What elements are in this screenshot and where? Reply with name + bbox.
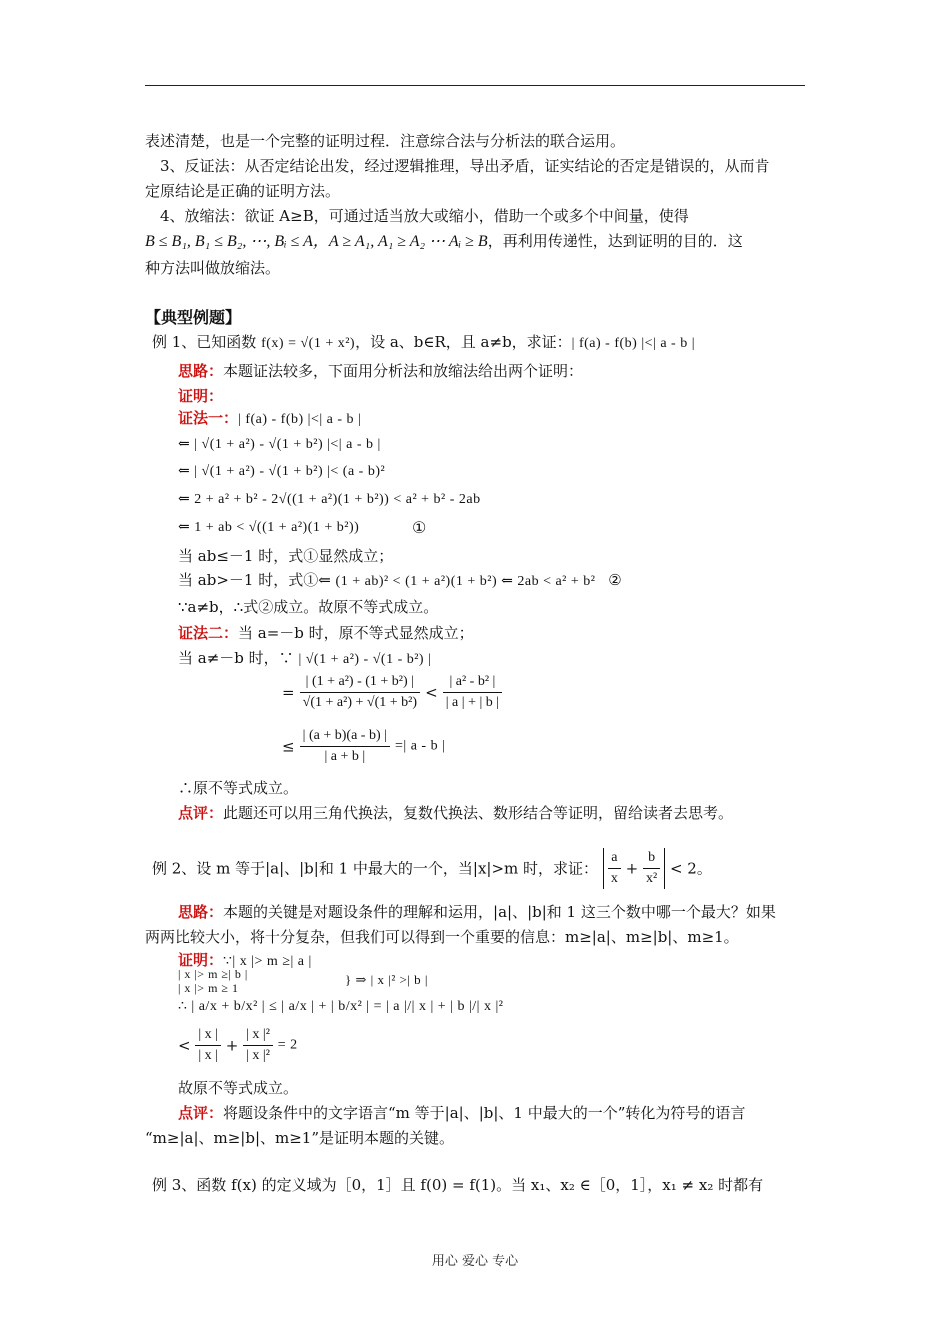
ex2-comment-text: 将题设条件中的文字语言“m 等于|a|、|b|、1 中最大的一个”转化为符号的语言 [223, 1104, 746, 1122]
ex1-method2-text: 当 a=－b 时，原不等式显然成立； [238, 624, 474, 642]
ex1-m1-l2: ⇐ | √(1 + a²) - √(1 + b²) |<| a - b | [178, 437, 381, 452]
ex2-p4-frac-1-num: | x | [195, 1025, 221, 1046]
ex1-m2-frac-3 [300, 726, 390, 767]
ex1-m2-frac-2-den: | a | + | b | [445, 695, 500, 710]
ex1-comment-text: 此题还可以用三角代换法，复数代换法、数形结合等证明，留给读者去思考。 [223, 804, 734, 822]
ex1-case2 [178, 570, 622, 592]
ex1-m2-frac-1-den: √(1 + a²) + √(1 + b²) [302, 695, 417, 710]
ex1-comment-label: 点评： [178, 804, 224, 822]
header-rule [145, 85, 805, 86]
ex1-goal: | f(a) - f(b) |<| a - b | [571, 336, 696, 351]
ex1-stmt-mid: ，设 a、b∈R，且 a≠b，求证： [355, 333, 572, 351]
ex1-circle-1: ① [412, 518, 427, 537]
ex1-m2-case [178, 648, 431, 670]
ex1-m2-eq-row: = $\frac{\text{| (1 + a²) - (1 + b²) |}}{\text{√(1 + a²) + √(1 + b²)}}$ < $\frac{\text{| a² - b² |}}{| a | + | b |}$ [282, 672, 502, 713]
ex1-func: f(x) = √(1 + x²) [261, 336, 356, 351]
ex2-goal-tail: < 2。 [669, 859, 712, 878]
ex1-m2-frac-1-num: | (1 + a²) - (1 + b²) | [300, 672, 420, 693]
intro-line-1: 表述清楚，也是一个完整的证明过程．注意综合法与分析法的联合运用。 [145, 132, 626, 150]
ex2-comment [178, 1103, 745, 1123]
ex1-comment [178, 803, 733, 823]
ex1-idea-text: 本题证法较多，下面用分析法和放缩法给出两个证明： [223, 362, 584, 380]
ex1-idea-label: 思路： [178, 362, 224, 380]
ex2-p4-end: = 2 [277, 1037, 298, 1053]
intro-line-5 [145, 231, 743, 252]
ex1-m2-abs: | √(1 + a²) - √(1 - b²) | [298, 652, 432, 667]
ex3-statement: 例 3、函数 f(x) 的定义域为［0，1］且 f(0) = f(1)。当 x₁、x₂ ∈［0，1］，x₁ ≠ x₂ 时都有 [152, 1176, 764, 1194]
ex1-m2-frac-1 [300, 672, 420, 713]
ex2-comment-label: 点评： [178, 1104, 224, 1122]
ex2-frac-b [643, 848, 660, 889]
ex2-p4-frac-2-num: | x |² [243, 1025, 273, 1046]
ex2-frac-b-den: x² [645, 871, 658, 886]
ex2-comment-text-2: “m≥|a|、m≥|b|、m≥1”是证明本题的关键。 [145, 1129, 455, 1147]
ex1-method2-line [178, 623, 474, 643]
ex1-circle-2: ② [608, 571, 622, 589]
ex2-p2c: } ⇒ | x |² >| b | [345, 972, 429, 987]
ex2-idea-label: 思路： [178, 903, 224, 921]
ex1-m2-frac-2-num: | a² - b² | [443, 672, 502, 693]
ex1-m2-frac-2 [443, 672, 502, 713]
ex1-m2-le-row: ≤ $\frac{| (a + b)(a - b) |}{| a + b |}$ =| a - b | [282, 726, 445, 767]
intro-line-5-text: ，再利用传递性，达到证明的目的．这 [487, 232, 743, 250]
ex1-m2-end: =| a - b | [395, 738, 446, 754]
ex2-p2b: | x |> m ≥ 1 [178, 981, 239, 995]
ex1-m2-case-text: 当 a≠－b 时，∵ [178, 649, 294, 667]
ex1-stmt-prefix: 例 1、已知函数 [152, 333, 257, 351]
ex2-frac-a-den: x [610, 871, 618, 886]
ex1-idea [178, 361, 583, 381]
ex1-case2-text: 当 ab>－1 时，式①⇐ [178, 571, 331, 589]
intro-line-6: 种方法叫做放缩法。 [145, 259, 281, 277]
ex2-p4-row: < $\frac{| x |}{| x |}$ + $\frac{\text{| x |²}}{\text{| x |²}}$ = 2 [178, 1025, 298, 1066]
ex1-case1: 当 ab≤－1 时，式①显然成立； [178, 547, 394, 565]
ex1-m2-frac-3-num: | (a + b)(a - b) | [300, 726, 390, 747]
ex2-idea [178, 902, 776, 922]
ex2-p4-frac-1 [195, 1025, 221, 1066]
intro-line-2: 3、反证法：从否定结论出发，经过逻辑推理，导出矛盾，证实结论的否定是错误的，从而肯 [160, 157, 770, 175]
section-title: 【典型例题】 [145, 308, 242, 327]
ex2-p2a: | x |> m ≥| b | [178, 967, 248, 981]
ex2-frac-a [608, 848, 621, 889]
ex2-p4-lt: < [178, 1036, 191, 1055]
ex2-idea-text-2: 两两比较大小，将十分复杂，但我们可以得到一个重要的信息：m≥|a|、m≥|b|、m≥1。 [145, 928, 739, 946]
ex1-case2-math: (1 + ab)² < (1 + a²)(1 + b²) ⇐ 2ab < a² + b² [335, 574, 596, 589]
ex1-proof-label: 证明： [178, 387, 224, 405]
ex1-m1-l1: | f(a) - f(b) |<| a - b | [238, 412, 362, 427]
ex1-method1-line1 [178, 408, 361, 430]
ex2-p4-frac-2-den: | x |² [246, 1048, 270, 1063]
ex2-idea-text: 本题的关键是对题设条件的理解和运用，|a|、|b|和 1 这三个数中哪一个最大？如果 [223, 903, 776, 921]
ex1-since: ∵a≠b，∴式②成立。故原不等式成立。 [178, 598, 439, 616]
ex1-method2-label: 证法二： [178, 624, 239, 642]
page-footer: 用心 爱心 专心 [431, 1254, 519, 1269]
intro-line-5-math: B ≤ B₁, B₁ ≤ B₂, ⋯, Bᵢ ≤ A，A ≥ A₁, A₁ ≥ A₂ ⋯ Aᵢ ≥ B [145, 233, 488, 250]
ex2-frac-a-num: a [608, 848, 621, 869]
ex2-p4-frac-1-den: | x | [198, 1048, 218, 1063]
ex2-p1: ∵| x |> m ≥| a | [223, 954, 312, 969]
ex1-statement [152, 332, 695, 354]
intro-line-4: 4、放缩法：欲证 A≥B，可通过适当放大或缩小，借助一个或多个中间量，使得 [160, 207, 689, 225]
ex2-frac-b-num: b [643, 848, 660, 869]
ex1-m1-l4: ⇐ 2 + a² + b² - 2√((1 + a²)(1 + b²)) < a² + b² - 2ab [178, 492, 481, 507]
ex1-m1-l5: ⇐ 1 + ab < √((1 + a²)(1 + b²)) [178, 520, 360, 535]
ex2-p3: ∴ | a/x + b/x² | ≤ | a/x | + | b/x² | = | a |/| x | + | b |/| x |² [178, 999, 504, 1014]
ex2-p4-frac-2 [243, 1025, 273, 1066]
ex1-m2-frac-3-den: | a + b | [324, 749, 366, 764]
ex2-proof-label: 证明： [178, 951, 224, 969]
ex2-statement [152, 848, 712, 889]
ex1-method1-label: 证法一： [178, 409, 239, 427]
ex2-conclude: 故原不等式成立。 [178, 1079, 299, 1097]
intro-line-3: 定原结论是正确的证明方法。 [145, 182, 341, 200]
ex2-stmt-text: 例 2、设 m 等于|a|、|b|和 1 中最大的一个，当|x|>m 时，求证： [152, 859, 599, 878]
ex2-goal-abs: $\frac{a}{x}$ + $\frac{b}{\text{x²}}$ [603, 848, 665, 889]
ex1-m1-l3: ⇐ | √(1 + a²) - √(1 + b²) |< (a - b)² [178, 464, 386, 479]
ex1-conclude: ∴原不等式成立。 [178, 779, 299, 797]
